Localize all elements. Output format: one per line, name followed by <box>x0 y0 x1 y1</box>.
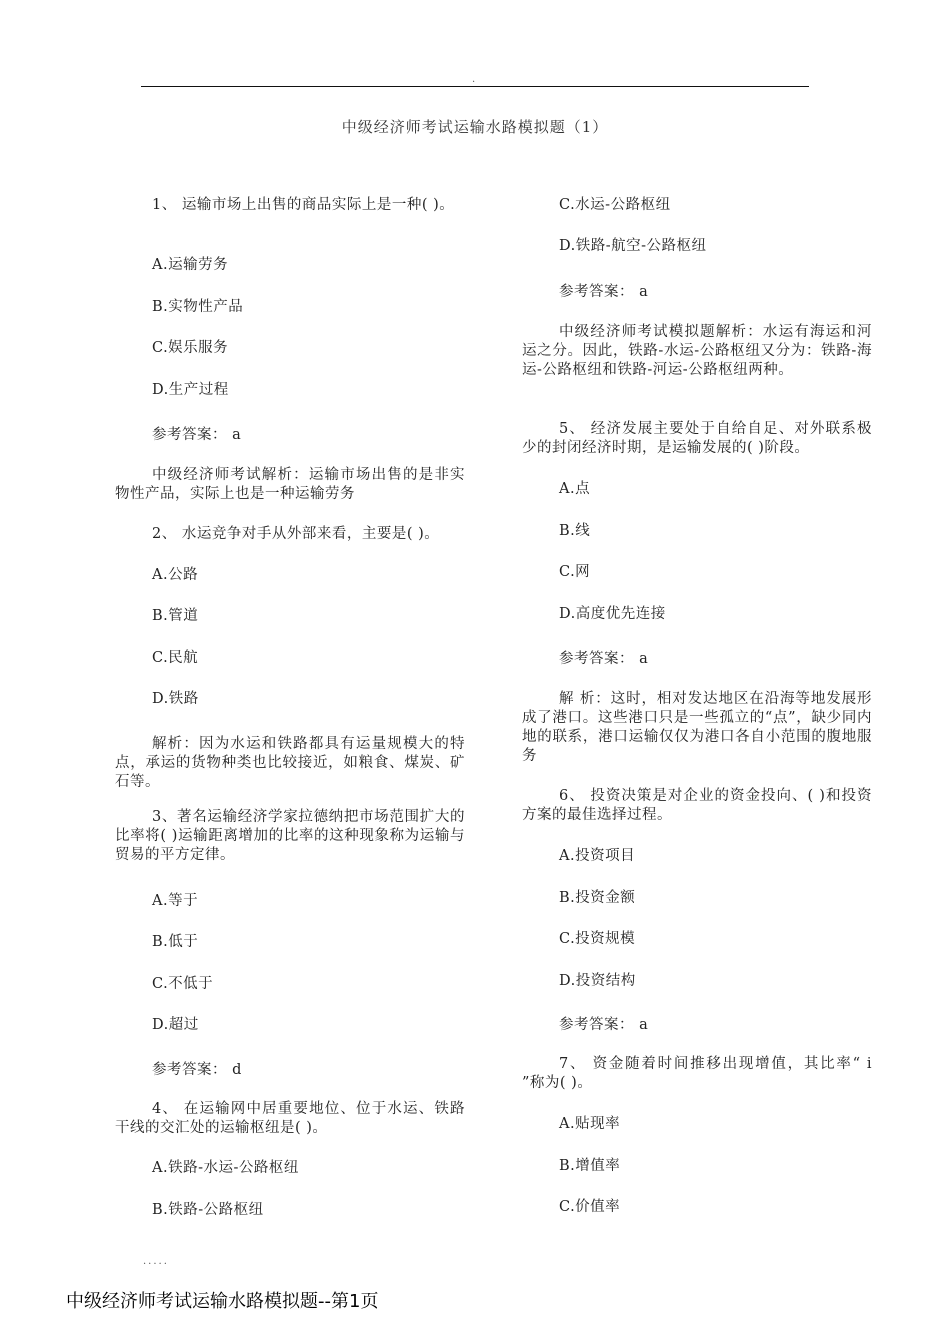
answer-option: C.不低于 <box>152 976 214 992</box>
question-text: 解 析：这时，相对发达地区在沿海等地发展形成了港口。这些港口只是一些孤立的“点”，缺少同内地的联系，港口运输仅仅为港口各自小范围的腹地服务 <box>522 691 872 764</box>
question-text: 3、著名运输经济学家拉德纳把市场范围扩大的比率将( )运输距离增加的比率的这种现象称为运输与贸易的平方定律。 <box>115 809 465 863</box>
answer-option: B.投资金额 <box>559 890 636 906</box>
answer-option: A.点 <box>559 481 591 497</box>
header-rule <box>141 86 809 87</box>
answer-option: D.超过 <box>152 1017 199 1033</box>
answer-option: B.实物性产品 <box>152 299 244 315</box>
question-text: 中级经济师考试解析：运输市场出售的是非实物性产品，实际上也是一种运输劳务 <box>115 467 465 502</box>
answer-option: A.投资项目 <box>559 848 636 864</box>
reference-answer: 参考答案： a <box>152 427 242 443</box>
answer-option: A.等于 <box>152 893 199 909</box>
answer-option: B.管道 <box>152 608 199 624</box>
reference-answer: 参考答案： d <box>152 1062 242 1078</box>
answer-option: B.线 <box>559 523 591 539</box>
answer-option: C.网 <box>559 564 591 580</box>
reference-answer: 参考答案： a <box>559 1017 649 1033</box>
answer-option: A.贴现率 <box>559 1116 621 1132</box>
answer-option: D.生产过程 <box>152 382 229 398</box>
question-text: 中级经济师考试模拟题解析：水运有海运和河运之分。因此，铁路-水运-公路枢纽又分为：铁路-海运-公路枢纽和铁路-河运-公路枢纽两种。 <box>522 324 872 378</box>
answer-option: D.高度优先连接 <box>559 606 666 622</box>
page-title: 中级经济师考试运输水路模拟题（1） <box>341 118 609 136</box>
answer-option: C.娱乐服务 <box>152 340 229 356</box>
answer-option: A.铁路-水运-公路枢纽 <box>152 1160 299 1176</box>
answer-option: C.投资规模 <box>559 931 636 947</box>
question-text: 5、 经济发展主要处于自给自足、对外联系极少的封闭经济时期，是运输发展的( )阶段。 <box>522 421 872 456</box>
answer-option: D.投资结构 <box>559 973 636 989</box>
answer-option: C.水运-公路枢纽 <box>559 197 671 213</box>
answer-option: B.铁路-公路枢纽 <box>152 1202 264 1218</box>
answer-option: A.公路 <box>152 567 199 583</box>
question-text: 6、 投资决策是对企业的资金投向、( )和投资方案的最佳选择过程。 <box>522 788 872 823</box>
answer-option: D.铁路-航空-公路枢纽 <box>559 238 707 254</box>
answer-option: B.低于 <box>152 934 199 950</box>
answer-option: D.铁路 <box>152 691 199 707</box>
page-footer: 中级经济师考试运输水路模拟题--第1页 <box>66 1291 379 1312</box>
reference-answer: 参考答案： a <box>559 651 649 667</box>
question-text: 解析：因为水运和铁路都具有运量规模大的特点，承运的货物种类也比较接近，如粮食、煤炭、矿石等。 <box>115 736 465 790</box>
question-text: 4、 在运输网中居重要地位、位于水运、铁路干线的交汇处的运输枢纽是( )。 <box>115 1101 465 1136</box>
answer-option: C.民航 <box>152 650 199 666</box>
question-text: 1、 运输市场上出售的商品实际上是一种( )。 <box>152 197 455 213</box>
question-text: 7、 资金随着时间推移出现增值，其比率“ i ”称为( )。 <box>522 1056 872 1091</box>
answer-option: A.运输劳务 <box>152 257 229 273</box>
question-text: 2、 水运竞争对手从外部来看，主要是( )。 <box>152 526 440 542</box>
footer-dots: ..... <box>143 1256 169 1267</box>
reference-answer: 参考答案： a <box>559 284 649 300</box>
answer-option: C.价值率 <box>559 1199 621 1215</box>
header-dot: . <box>472 74 476 85</box>
answer-option: B.增值率 <box>559 1158 621 1174</box>
